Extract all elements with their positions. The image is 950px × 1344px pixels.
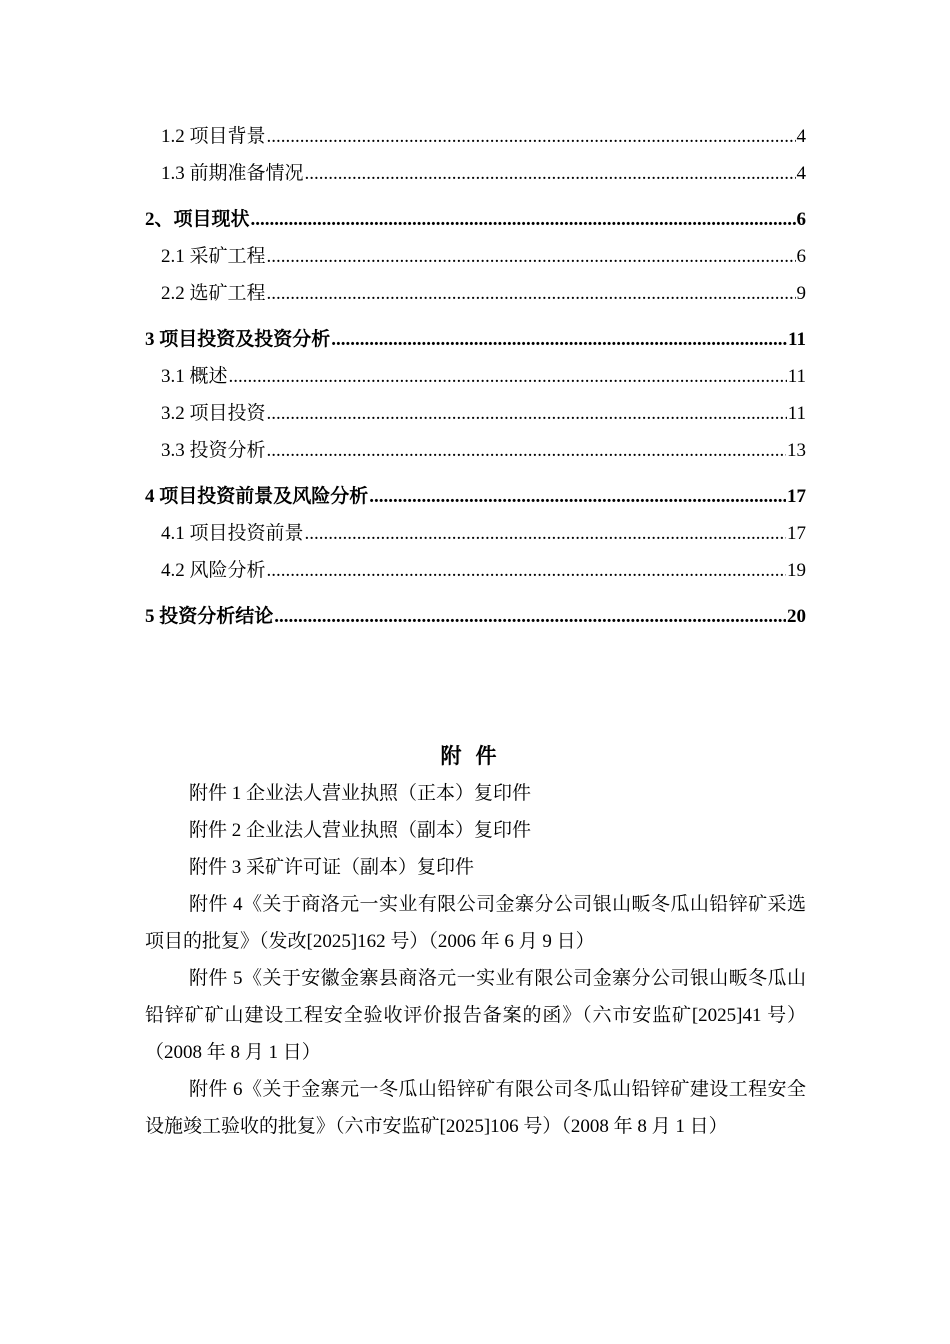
attachment-item: 附件 5《关于安徽金寨县商洛元一实业有限公司金寨分公司银山畈冬瓜山铅锌矿矿山建设工程安全验收评价报告备案的函》（六市安监矿[2025]41 号）（2008 年 8 月 1 日） (145, 968, 806, 1063)
toc-entry-label: 2、项目现状 (145, 209, 250, 230)
toc-leader-dots (267, 432, 786, 469)
table-of-contents (145, 118, 806, 635)
toc-entry-page: 4 (796, 163, 806, 184)
toc-entry[interactable] (145, 358, 806, 395)
toc-entry-page: 9 (796, 283, 806, 304)
toc-entry[interactable] (145, 515, 806, 552)
toc-entry-label: 4.1 项目投资前景 (161, 523, 304, 544)
toc-entry-label: 1.2 项目背景 (161, 126, 266, 147)
toc-entry[interactable] (145, 201, 806, 238)
toc-entry[interactable] (145, 598, 806, 635)
toc-leader-dots (305, 515, 786, 552)
toc-entry-page: 11 (788, 329, 806, 350)
toc-entry[interactable] (145, 118, 806, 155)
toc-entry-page: 11 (787, 403, 806, 424)
toc-entry[interactable] (145, 275, 806, 312)
toc-entry-label: 2.2 选矿工程 (161, 283, 266, 304)
toc-entry-page: 11 (787, 366, 806, 387)
toc-entry-page: 19 (787, 560, 806, 581)
toc-entry-label: 4.2 风险分析 (161, 560, 266, 581)
toc-leader-dots (305, 155, 796, 192)
toc-entry-label: 1.3 前期准备情况 (161, 163, 304, 184)
toc-leader-dots (267, 552, 786, 589)
toc-entry[interactable] (145, 432, 806, 469)
toc-leader-dots (267, 238, 796, 275)
toc-entry-label: 3.1 概述 (161, 366, 228, 387)
toc-leader-dots (251, 201, 796, 238)
toc-entry-page: 6 (796, 209, 806, 230)
toc-leader-dots (331, 321, 787, 358)
toc-entry-label: 3.3 投资分析 (161, 440, 266, 461)
toc-entry[interactable] (145, 155, 806, 192)
toc-entry[interactable] (145, 395, 806, 432)
attachments-list (145, 775, 806, 1145)
toc-entry-label: 2.1 采矿工程 (161, 246, 266, 267)
toc-entry[interactable] (145, 238, 806, 275)
toc-entry-page: 6 (796, 246, 806, 267)
toc-leader-dots (267, 118, 796, 155)
attachment-item: 附件 6《关于金寨元一冬瓜山铅锌矿有限公司冬瓜山铅锌矿建设工程安全设施竣工验收的批复》（六市安监矿[2025]106 号）（2008 年 8 月 1 日） (145, 1079, 806, 1137)
toc-leader-dots (274, 598, 786, 635)
toc-entry-label: 3.2 项目投资 (161, 403, 266, 424)
toc-entry-label: 4 项目投资前景及风险分析 (145, 486, 369, 507)
toc-leader-dots (369, 478, 786, 515)
toc-entry-page: 17 (787, 486, 806, 507)
toc-entry-label: 5 投资分析结论 (145, 606, 274, 627)
attachments-title: 附件 (440, 744, 511, 768)
toc-leader-dots (229, 358, 787, 395)
toc-entry-page: 17 (787, 523, 806, 544)
toc-entry-page: 13 (787, 440, 806, 461)
toc-leader-dots (267, 395, 787, 432)
attachment-item: 附件 3 采矿许可证（副本）复印件 (189, 857, 475, 878)
toc-entry[interactable] (145, 321, 806, 358)
toc-leader-dots (267, 275, 796, 312)
attachment-item: 附件 2 企业法人营业执照（副本）复印件 (189, 820, 532, 841)
attachment-item: 附件 1 企业法人营业执照（正本）复印件 (189, 783, 532, 804)
toc-entry-label: 3 项目投资及投资分析 (145, 329, 331, 350)
toc-entry[interactable] (145, 478, 806, 515)
toc-entry-page: 4 (796, 126, 806, 147)
attachment-item: 附件 4《关于商洛元一实业有限公司金寨分公司银山畈冬瓜山铅锌矿采选项目的批复》（发改[2025]162 号）（2006 年 6 月 9 日） (145, 894, 806, 952)
toc-entry-page: 20 (787, 606, 806, 627)
toc-entry[interactable] (145, 552, 806, 589)
